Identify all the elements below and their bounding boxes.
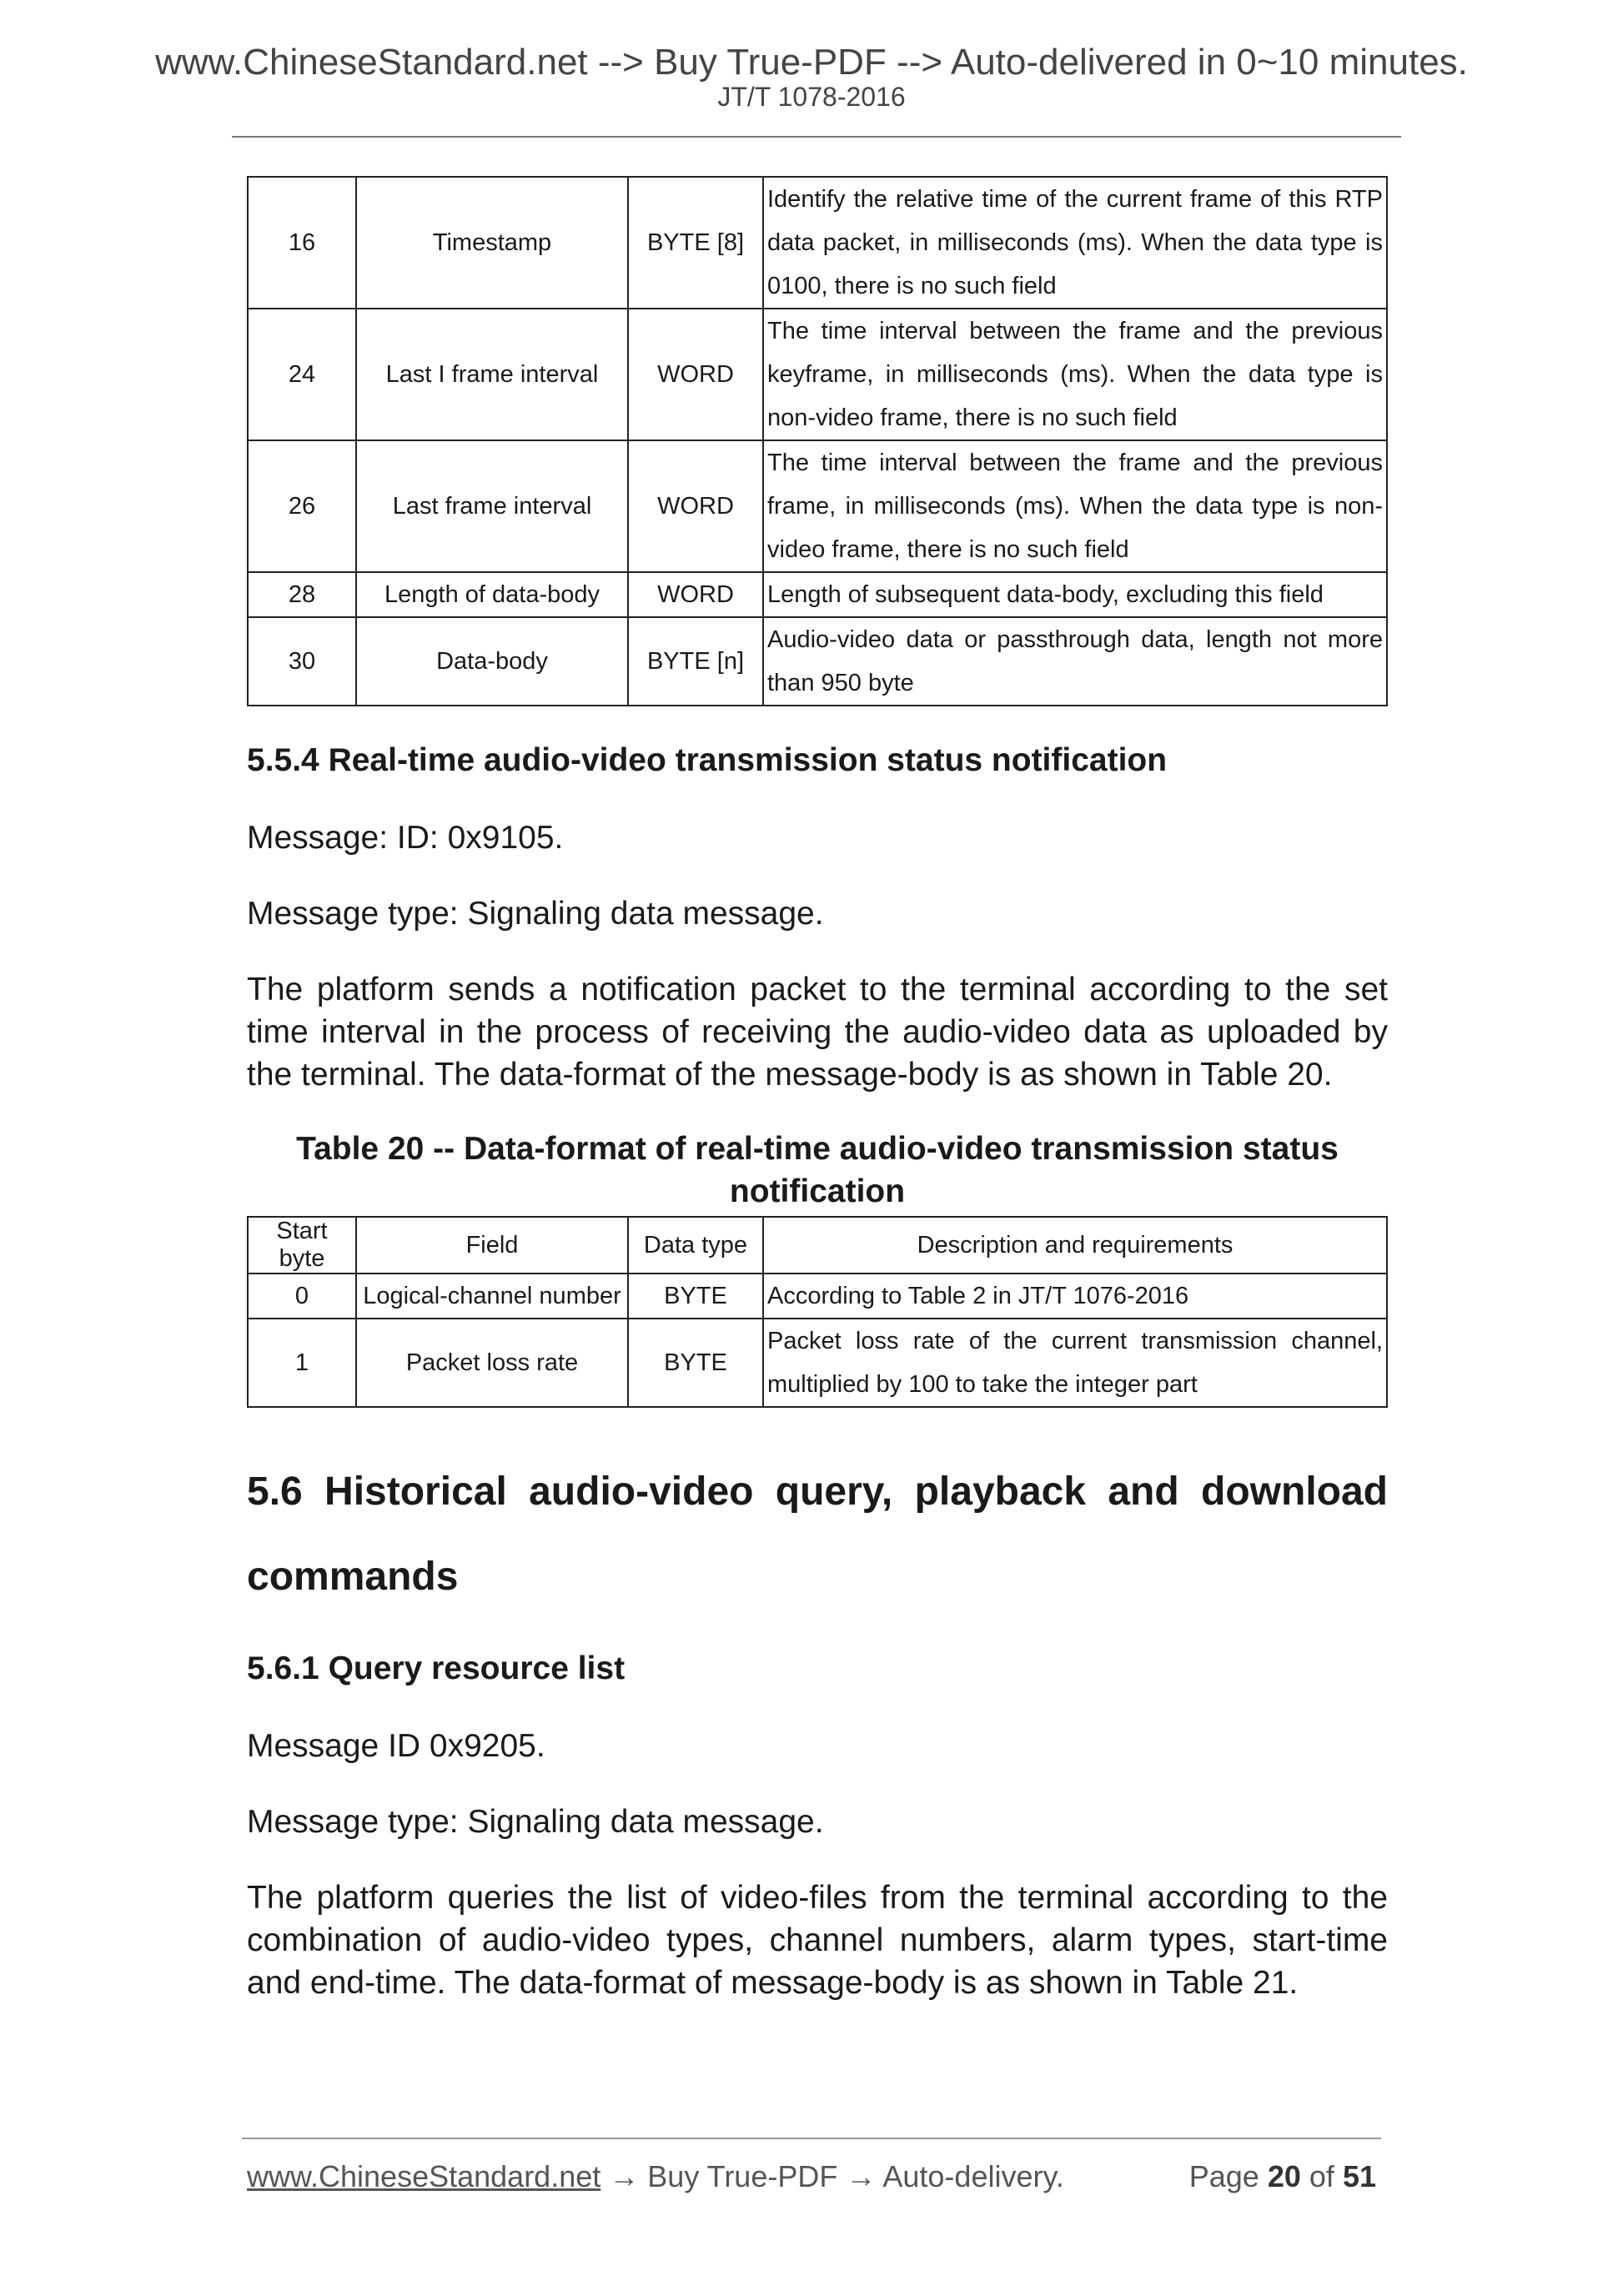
column-header: Field [356, 1217, 628, 1274]
description-cell: Identify the relative time of the current frame of this RTP data packet, in milliseconds (ms). When the data type is 0100, there is no such field [763, 177, 1387, 309]
page-content [247, 176, 1388, 2004]
section-heading-5-6: 5.6 Historical audio-video query, playback and download commands [247, 1470, 1388, 1599]
of-label: of [1309, 2159, 1334, 2193]
data-type-cell: BYTE [8] [628, 177, 763, 309]
description-cell: The time interval between the frame and the previous keyframe, in milliseconds (ms). When the data type is non-video frame, there is no such field [763, 309, 1387, 440]
column-header: Data type [628, 1217, 763, 1274]
message-id-text: Message: ID: 0x9105. [247, 820, 564, 856]
field-cell: Timestamp [356, 177, 628, 309]
description-cell: Length of subsequent data-body, excluding this field [763, 572, 1387, 617]
standard-number: JT/T 1078-2016 [717, 82, 906, 112]
page-total: 51 [1342, 2159, 1376, 2193]
field-cell: Data-body [356, 617, 628, 706]
field-cell: Last frame interval [356, 440, 628, 572]
description-cell: Packet loss rate of the current transmission channel, multiplied by 100 to take the integer part [763, 1319, 1387, 1407]
section-heading-5-6-1: 5.6.1 Query resource list [247, 1650, 626, 1686]
data-type-cell: BYTE [628, 1274, 763, 1319]
arrow-icon: → [609, 2159, 640, 2193]
footer-buy-text: Buy True-PDF [647, 2159, 838, 2193]
start-byte-cell: 24 [248, 309, 356, 440]
message-id-text: Message ID 0x9205. [247, 1728, 545, 1764]
start-byte-cell: 30 [248, 617, 356, 706]
table-row [248, 177, 1387, 309]
table-row [248, 440, 1387, 572]
page-label: Page [1188, 2159, 1259, 2193]
field-cell: Packet loss rate [356, 1319, 628, 1407]
table-row [248, 1319, 1387, 1407]
table-header-row [248, 1217, 1387, 1274]
start-byte-cell: 26 [248, 440, 356, 572]
column-header: Description and requirements [763, 1217, 1387, 1274]
section-heading-5-5-4: 5.5.4 Real-time audio-video transmission status notification [247, 742, 1168, 778]
data-type-cell: WORD [628, 309, 763, 440]
continued-table [247, 176, 1388, 706]
data-type-cell: BYTE [628, 1319, 763, 1407]
start-byte-cell: 28 [248, 572, 356, 617]
message-type-text: Message type: Signaling data message. [247, 1804, 824, 1840]
field-cell: Length of data-body [356, 572, 628, 617]
data-type-cell: WORD [628, 440, 763, 572]
description-paragraph: The platform sends a notification packet to the terminal according to the set time interval in the process of receiving the audio-video data as uploaded by the terminal. The data-format of the message-body is as shown in Table 20. [247, 972, 1388, 1093]
start-byte-cell: 0 [248, 1274, 356, 1319]
start-byte-cell: 1 [248, 1319, 356, 1407]
table-row [248, 1274, 1387, 1319]
table-20 [247, 1216, 1388, 1408]
description-cell: Audio-video data or passthrough data, length not more than 950 byte [763, 617, 1387, 706]
data-type-cell: WORD [628, 572, 763, 617]
data-type-cell: BYTE [n] [628, 617, 763, 706]
description-cell: According to Table 2 in JT/T 1076-2016 [763, 1274, 1387, 1319]
table-20-caption: Table 20 -- Data-format of real-time audio-video transmission status notification [296, 1131, 1339, 1209]
footer-site-link[interactable]: www.ChineseStandard.net [247, 2159, 601, 2193]
footer-divider [242, 2138, 1381, 2139]
field-cell: Logical-channel number [356, 1274, 628, 1319]
table-row [248, 309, 1387, 440]
page-indicator [1189, 2158, 1376, 2195]
footer-delivery-text: Auto-delivery. [882, 2159, 1064, 2193]
header-banner: www.ChineseStandard.net --> Buy True-PDF --> Auto-delivered in 0~10 minutes. [155, 42, 1468, 83]
start-byte-cell: 16 [248, 177, 356, 309]
field-cell: Last I frame interval [356, 309, 628, 440]
table-row [248, 617, 1387, 706]
description-cell: The time interval between the frame and the previous frame, in milliseconds (ms). When the data type is non-video frame, there is no such field [763, 440, 1387, 572]
description-paragraph: The platform queries the list of video-files from the terminal according to the combination of audio-video types, channel numbers, alarm types, start-time and end-time. The data-format of message-body is as shown in Table 21. [247, 1880, 1388, 2001]
column-header: Start byte [248, 1217, 356, 1274]
table-row [248, 572, 1387, 617]
page-footer [247, 2158, 1376, 2195]
header-divider [232, 136, 1401, 138]
arrow-icon: → [846, 2159, 877, 2193]
page-number: 20 [1267, 2159, 1301, 2193]
message-type-text: Message type: Signaling data message. [247, 896, 824, 932]
